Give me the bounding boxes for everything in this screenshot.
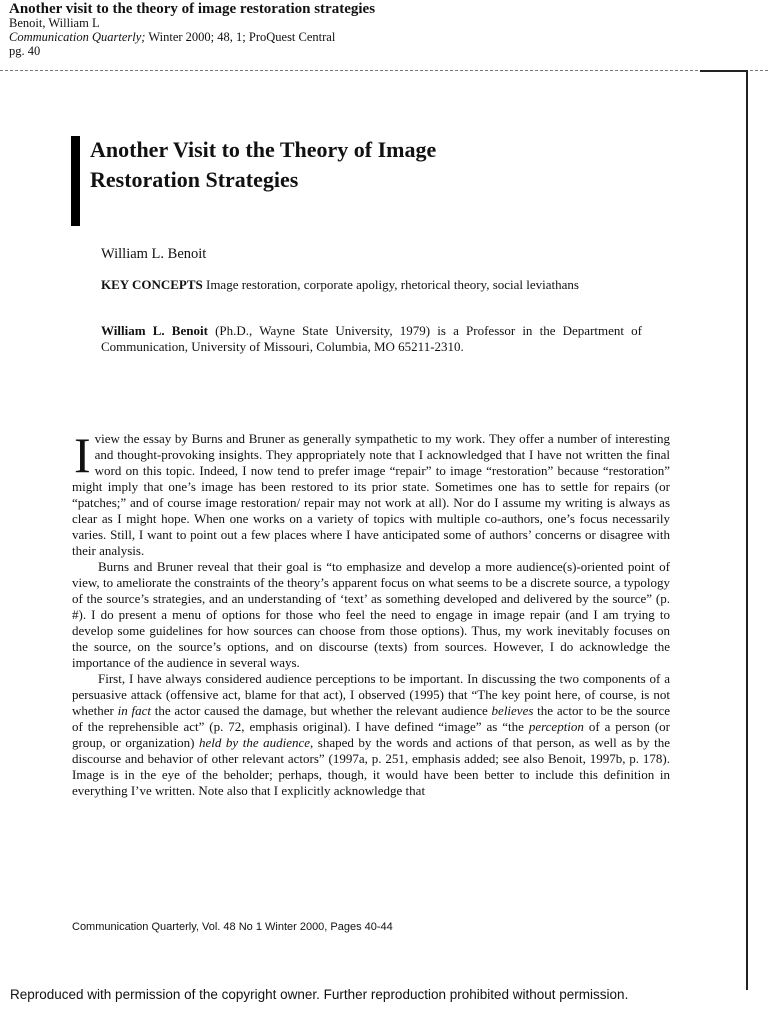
key-concepts-text: Image restoration, corporate apoligy, rhetorical theory, social leviathans bbox=[202, 277, 579, 292]
citation-title[interactable]: Another visit to the theory of image restoration strategies bbox=[9, 1, 376, 17]
p3-seg-c: the actor to be the source of the reprehensible act” (p. 72, emphasis original). I have defined “image” as “the bbox=[72, 703, 671, 734]
p3-emph-perception: perception bbox=[528, 719, 584, 734]
p3-seg-a: First, I have always considered audience perceptions to be important. In discussing the two components of a persuasive attack (offensive act, blame for that act), I observed (1995) that “The key point here, of course, is not whether bbox=[72, 671, 670, 718]
article-title-line-1: Another Visit to the Theory of Image bbox=[90, 137, 437, 162]
p3-emph-held: held by the audience, bbox=[199, 735, 314, 750]
article-author: William L. Benoit bbox=[101, 246, 207, 262]
p3-emph-in-fact: in fact bbox=[117, 703, 152, 718]
citation-source bbox=[9, 30, 375, 44]
copyright-notice: Reproduced with permission of the copyright owner. Further reproduction prohibited without permission. bbox=[10, 987, 629, 1002]
article-title-line-2: Restoration Strategies bbox=[90, 167, 299, 192]
title-accent-bar bbox=[71, 136, 80, 226]
scan-edge-top bbox=[700, 70, 748, 72]
paragraph-1 bbox=[72, 427, 670, 559]
citation-issue: Winter 2000; 48, 1; ProQuest Central bbox=[145, 30, 336, 44]
paragraph-2: Burns and Bruner reveal that their goal is “to emphasize and develop a more audience(s)-oriented point of view, to ameliorate the constraints of the theory’s apparent focus on what seems to be a discrete source, a typology of the source’s strategies, and an understanding of ‘text’ as something developed and delivered by the source” (p. #). I do present a menu of options for those who feel the need to engage in image repair (and I am trying to develop some guidelines for how sources can choose from those options). Thus, my work inevitably focuses on the source, on the source’s options, and on discourse (texts) from sources. However, I do acknowledge the importance of the audience in several ways. bbox=[72, 559, 670, 670]
key-concepts-label: KEY CONCEPTS bbox=[101, 277, 203, 292]
p3-seg-e: shaped by the words and actions of that person, as well as by the discourse and behavior of other relevant actors” (1997a, p. 251, emphasis added; see also Benoit, 1997b, p. 178). Image is in the eye of the beholder; perhaps, though, it would have been better to include this definition in everything I’ve written. Note also that I explicitly acknowledge that bbox=[72, 735, 670, 798]
citation-author: Benoit, William L bbox=[9, 16, 100, 30]
author-bio-text: (Ph.D., Wayne State University, 1979) is a Professor in the Department of Communication, University of Missouri, Columbia, MO 65211-2310. bbox=[101, 323, 643, 354]
author-bio-name: William L. Benoit bbox=[101, 323, 208, 338]
p3-emph-believes: believes bbox=[491, 703, 534, 718]
scan-edge-right bbox=[746, 70, 748, 990]
author-bio bbox=[101, 323, 642, 355]
p3-seg-d: of a person (or group, or organization) bbox=[72, 719, 671, 750]
paragraph-1-text: view the essay by Burns and Bruner as generally sympathetic to my work. They offer a number of interesting and thought-provoking insights. They appropriately note that I acknowledged that I have not written the final word on this topic. Indeed, I now tend to prefer image “repair” to image “restoration” because “restoration” might imply that one’s image has been restored to its prior state. Sometimes one has to settle for repairs (or “patches;” and of course image restoration/ repair may not work at all). Nor do I assume my writing is always as clear as I might hope. When one works on a variety of topics with multiple co-authors, one’s focus necessarily varies. Still, I want to point out a few places where I have anticipated some of authors’ concerns or disagree with their analysis. bbox=[72, 431, 670, 558]
citation-journal: Communication Quarterly; bbox=[9, 30, 146, 44]
article-title bbox=[90, 135, 650, 195]
paragraph-3 bbox=[72, 671, 670, 799]
citation-header bbox=[9, 2, 375, 58]
article-body bbox=[72, 427, 671, 799]
key-concepts bbox=[101, 277, 641, 293]
drop-cap: I bbox=[74, 427, 91, 483]
citation-page: pg. 40 bbox=[9, 44, 41, 58]
p3-seg-b: the actor caused the damage, but whether the relevant audience bbox=[151, 703, 492, 718]
header-divider bbox=[0, 70, 768, 71]
journal-footer-citation: Communication Quarterly, Vol. 48 No 1 Winter 2000, Pages 40-44 bbox=[72, 921, 393, 933]
